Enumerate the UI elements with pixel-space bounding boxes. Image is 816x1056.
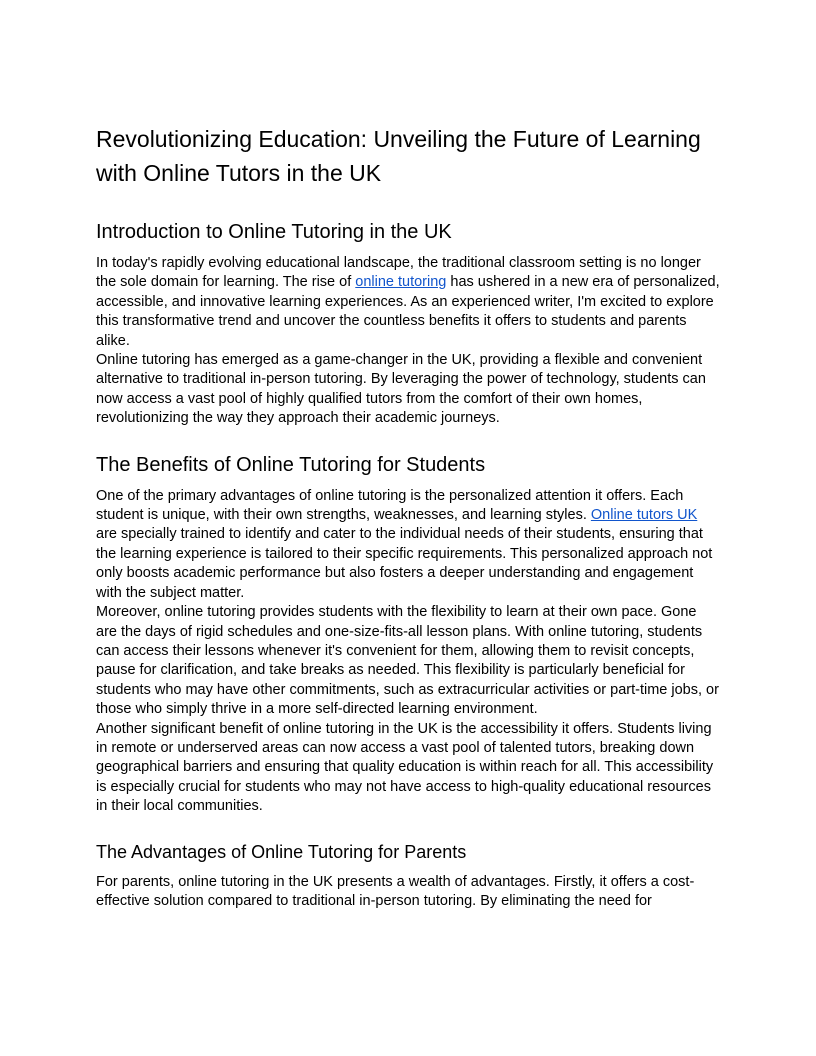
document-section [96, 453, 720, 817]
paragraph-text: In today's rapidly evolving educational landscape, the traditional classroom setting is no longer the sole domain for learning. The rise of [96, 255, 701, 291]
paragraph [96, 603, 720, 719]
paragraph-text: has ushered in a new era of personalized, accessible, and innovative learning experiences. As an experienced writer, I'm excited to explore this transformative trend and uncover the countless benefits it offers to students and parents alike. [96, 274, 720, 349]
paragraph [96, 487, 720, 603]
paragraph-text: Moreover, online tutoring provides students with the flexibility to learn at their own pace. Gone are the days of rigid schedules and one-size-fits-all lesson plans. With online tutoring, students can access their lessons whenever it's convenient for them, allowing them to revisit concepts, pause for clarification, and take breaks as needed. This flexibility is particularly beneficial for students who may have other commitments, such as extracurricular activities or part-time jobs, or those who simply thrive in a more self-directed learning environment. [96, 604, 719, 718]
paragraph-text: Another significant benefit of online tutoring in the UK is the accessibility it offers. Students living in remote or underserved areas can now access a vast pool of talented tutors, breaking down geographical barriers and ensuring that quality education is within reach for all. This accessibility is especially crucial for students who may not have access to high-quality educational resources in their local communities. [96, 720, 714, 815]
inline-link[interactable]: Online tutors UK [590, 507, 698, 524]
document-body [96, 220, 720, 911]
inline-link[interactable]: online tutoring [355, 274, 447, 291]
section-heading: The Benefits of Online Tutoring for Students [96, 453, 486, 476]
section-heading: The Advantages of Online Tutoring for Parents [96, 841, 467, 862]
section-heading: Introduction to Online Tutoring in the UK [96, 221, 452, 243]
document-title: Revolutionizing Education: Unveiling the Future of Learning with Online Tutors in the UK [96, 126, 701, 186]
paragraph-text: One of the primary advantages of online tutoring is the personalized attention it offers. Each student is unique, with their own strengths, weaknesses, and learning styles. [96, 487, 684, 524]
paragraph [96, 873, 720, 912]
document-section [96, 220, 720, 429]
paragraph [96, 254, 720, 351]
paragraph-text: Online tutoring has emerged as a game-changer in the UK, providing a flexible and convenient alternative to traditional in-person tutoring. By leveraging the power of technology, students can now access a vast pool of highly qualified tutors from the comfort of their own homes, revolutionizing the way they approach their academic journeys. [96, 352, 706, 427]
paragraph-text: are specially trained to identify and cater to the individual needs of their students, ensuring that the learning experience is tailored to their specific requirements. This personalized approach not only boosts academic performance but also fosters a deeper understanding and engagement with the subject matter. [96, 526, 713, 601]
paragraph-text: For parents, online tutoring in the UK presents a wealth of advantages. Firstly, it offers a cost-effective solution compared to traditional in-person tutoring. By eliminating the need for [96, 873, 695, 909]
paragraph [96, 720, 720, 817]
document-section [96, 841, 720, 912]
paragraph [96, 351, 720, 429]
